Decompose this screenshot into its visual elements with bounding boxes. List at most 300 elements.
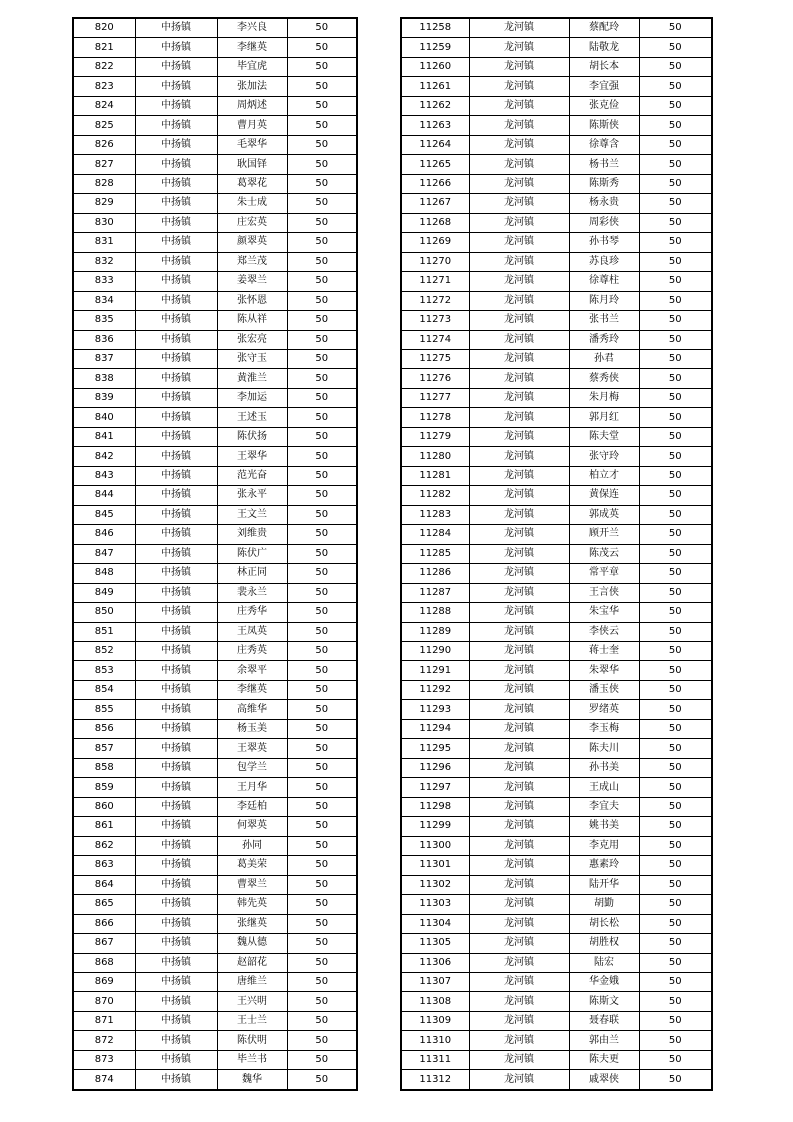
row-number-cell: 11310 [401,1031,469,1050]
town-cell: 中扬镇 [135,953,217,972]
name-cell: 孙书琴 [569,233,639,252]
name-cell: 张继英 [217,914,287,933]
town-cell: 龙河镇 [469,1050,569,1069]
row-number-cell: 11280 [401,447,469,466]
amount-cell: 50 [639,992,712,1011]
row-number-cell: 11265 [401,155,469,174]
name-cell: 李兴良 [217,18,287,38]
table-row [73,486,357,505]
row-number-cell: 864 [73,875,135,894]
town-cell: 中扬镇 [135,583,217,602]
row-number-cell: 11304 [401,914,469,933]
town-cell: 中扬镇 [135,934,217,953]
table-row [401,836,712,855]
table-row [401,700,712,719]
town-cell: 龙河镇 [469,252,569,271]
row-number-cell: 853 [73,661,135,680]
amount-cell: 50 [639,272,712,291]
table-row [401,1070,712,1090]
town-cell: 龙河镇 [469,311,569,330]
name-cell: 何翠英 [217,817,287,836]
name-cell: 庄秀英 [217,642,287,661]
row-number-cell: 836 [73,330,135,349]
town-cell: 中扬镇 [135,564,217,583]
table-row [73,369,357,388]
town-cell: 龙河镇 [469,700,569,719]
town-cell: 龙河镇 [469,544,569,563]
name-cell: 陈伏明 [217,1031,287,1050]
name-cell: 孙书美 [569,758,639,777]
town-cell: 中扬镇 [135,622,217,641]
row-number-cell: 823 [73,77,135,96]
row-number-cell: 855 [73,700,135,719]
row-number-cell: 11273 [401,311,469,330]
name-cell: 赵韶花 [217,953,287,972]
town-cell: 中扬镇 [135,466,217,485]
town-cell: 中扬镇 [135,817,217,836]
table-row [73,564,357,583]
table-row [73,408,357,427]
town-cell: 龙河镇 [469,914,569,933]
name-cell: 葛美荣 [217,856,287,875]
amount-cell: 50 [287,388,357,407]
row-number-cell: 11266 [401,174,469,193]
table-row [401,194,712,213]
name-cell: 杨永贵 [569,194,639,213]
row-number-cell: 11285 [401,544,469,563]
town-cell: 龙河镇 [469,758,569,777]
row-number-cell: 851 [73,622,135,641]
name-cell: 姚书美 [569,817,639,836]
amount-cell: 50 [287,642,357,661]
table-row [73,194,357,213]
amount-cell: 50 [639,1070,712,1090]
town-cell: 龙河镇 [469,972,569,991]
table-row [73,914,357,933]
row-number-cell: 822 [73,57,135,76]
name-cell: 柏立才 [569,466,639,485]
name-cell: 李玉梅 [569,719,639,738]
town-cell: 中扬镇 [135,914,217,933]
row-number-cell: 834 [73,291,135,310]
table-row [401,895,712,914]
name-cell: 陈月玲 [569,291,639,310]
name-cell: 范光奋 [217,466,287,485]
name-cell: 王翠英 [217,739,287,758]
row-number-cell: 11311 [401,1050,469,1069]
row-number-cell: 848 [73,564,135,583]
row-number-cell: 11303 [401,895,469,914]
name-cell: 毕宜虎 [217,57,287,76]
row-number-cell: 820 [73,18,135,38]
name-cell: 徐尊柱 [569,272,639,291]
row-number-cell: 11258 [401,18,469,38]
name-cell: 李继英 [217,680,287,699]
row-number-cell: 11297 [401,778,469,797]
town-cell: 中扬镇 [135,758,217,777]
amount-cell: 50 [287,895,357,914]
name-cell: 耿国铎 [217,155,287,174]
row-number-cell: 839 [73,388,135,407]
table-row [401,233,712,252]
town-cell: 龙河镇 [469,388,569,407]
row-number-cell: 11282 [401,486,469,505]
town-cell: 中扬镇 [135,739,217,758]
row-number-cell: 821 [73,38,135,57]
town-cell: 中扬镇 [135,388,217,407]
town-cell: 龙河镇 [469,505,569,524]
name-cell: 张宏亮 [217,330,287,349]
town-cell: 龙河镇 [469,642,569,661]
table-row [401,135,712,154]
town-cell: 龙河镇 [469,622,569,641]
row-number-cell: 872 [73,1031,135,1050]
name-cell: 蔡秀侠 [569,369,639,388]
town-cell: 龙河镇 [469,1070,569,1090]
amount-cell: 50 [287,856,357,875]
town-cell: 中扬镇 [135,972,217,991]
town-cell: 中扬镇 [135,116,217,135]
table-row [73,116,357,135]
row-number-cell: 859 [73,778,135,797]
amount-cell: 50 [639,155,712,174]
table-row [73,934,357,953]
name-cell: 庄秀华 [217,603,287,622]
amount-cell: 50 [639,505,712,524]
table-row [401,388,712,407]
table-row [401,603,712,622]
name-cell: 陈茂云 [569,544,639,563]
town-cell: 龙河镇 [469,57,569,76]
town-cell: 龙河镇 [469,486,569,505]
row-number-cell: 830 [73,213,135,232]
amount-cell: 50 [287,1050,357,1069]
table-row [401,1050,712,1069]
name-cell: 李宜夫 [569,797,639,816]
row-number-cell: 11293 [401,700,469,719]
amount-cell: 50 [287,739,357,758]
name-cell: 颜翠英 [217,233,287,252]
table-row [401,349,712,368]
name-cell: 曹翠兰 [217,875,287,894]
table-row [73,1050,357,1069]
table-row [401,934,712,953]
row-number-cell: 868 [73,953,135,972]
name-cell: 顾开兰 [569,525,639,544]
table-row [73,680,357,699]
name-cell: 王士兰 [217,1011,287,1030]
name-cell: 唐维兰 [217,972,287,991]
row-number-cell: 11290 [401,642,469,661]
row-number-cell: 850 [73,603,135,622]
row-number-cell: 11307 [401,972,469,991]
table-row [401,817,712,836]
town-cell: 中扬镇 [135,1011,217,1030]
name-cell: 苏良珍 [569,252,639,271]
name-cell: 毕兰书 [217,1050,287,1069]
table-row [401,252,712,271]
table-row [73,895,357,914]
amount-cell: 50 [287,525,357,544]
row-number-cell: 854 [73,680,135,699]
row-number-cell: 833 [73,272,135,291]
amount-cell: 50 [639,603,712,622]
table-row [401,38,712,57]
table-row [73,96,357,115]
town-cell: 中扬镇 [135,427,217,446]
amount-cell: 50 [639,544,712,563]
row-number-cell: 11298 [401,797,469,816]
table-row [73,661,357,680]
town-cell: 中扬镇 [135,642,217,661]
row-number-cell: 865 [73,895,135,914]
table-row [73,233,357,252]
row-number-cell: 11300 [401,836,469,855]
table-row [73,505,357,524]
amount-cell: 50 [287,466,357,485]
table-row [401,213,712,232]
amount-cell: 50 [639,38,712,57]
table-row [73,992,357,1011]
table-row [401,642,712,661]
row-number-cell: 843 [73,466,135,485]
town-cell: 龙河镇 [469,992,569,1011]
row-number-cell: 862 [73,836,135,855]
amount-cell: 50 [639,758,712,777]
amount-cell: 50 [639,408,712,427]
row-number-cell: 11267 [401,194,469,213]
name-cell: 郭月红 [569,408,639,427]
row-number-cell: 11281 [401,466,469,485]
name-cell: 王言侠 [569,583,639,602]
amount-cell: 50 [639,447,712,466]
row-number-cell: 11271 [401,272,469,291]
amount-cell: 50 [287,311,357,330]
table-row [73,77,357,96]
name-cell: 潘玉侠 [569,680,639,699]
row-number-cell: 840 [73,408,135,427]
amount-cell: 50 [287,934,357,953]
amount-cell: 50 [639,291,712,310]
row-number-cell: 11296 [401,758,469,777]
town-cell: 龙河镇 [469,194,569,213]
row-number-cell: 11262 [401,96,469,115]
row-number-cell: 845 [73,505,135,524]
town-cell: 中扬镇 [135,661,217,680]
table-row [401,311,712,330]
amount-cell: 50 [639,719,712,738]
table-row [73,213,357,232]
amount-cell: 50 [639,486,712,505]
name-cell: 郭由兰 [569,1031,639,1050]
amount-cell: 50 [639,135,712,154]
name-cell: 高维华 [217,700,287,719]
table-row [401,680,712,699]
name-cell: 胡胜权 [569,934,639,953]
row-number-cell: 828 [73,174,135,193]
town-cell: 中扬镇 [135,486,217,505]
town-cell: 中扬镇 [135,1050,217,1069]
table-row [73,583,357,602]
row-number-cell: 11283 [401,505,469,524]
town-cell: 龙河镇 [469,116,569,135]
amount-cell: 50 [287,992,357,1011]
amount-cell: 50 [287,603,357,622]
table-row [401,505,712,524]
row-number-cell: 11308 [401,992,469,1011]
amount-cell: 50 [287,583,357,602]
amount-cell: 50 [639,817,712,836]
amount-cell: 50 [639,77,712,96]
amount-cell: 50 [287,797,357,816]
town-cell: 中扬镇 [135,291,217,310]
amount-cell: 50 [639,972,712,991]
name-cell: 罗绪英 [569,700,639,719]
row-number-cell: 11261 [401,77,469,96]
town-cell: 龙河镇 [469,447,569,466]
table-row [73,1070,357,1090]
row-number-cell: 871 [73,1011,135,1030]
amount-cell: 50 [287,914,357,933]
town-cell: 中扬镇 [135,603,217,622]
town-cell: 中扬镇 [135,38,217,57]
town-cell: 中扬镇 [135,1031,217,1050]
name-cell: 杨玉美 [217,719,287,738]
name-cell: 曹月英 [217,116,287,135]
name-cell: 朱月梅 [569,388,639,407]
amount-cell: 50 [287,38,357,57]
amount-cell: 50 [639,836,712,855]
name-cell: 胡勤 [569,895,639,914]
town-cell: 中扬镇 [135,18,217,38]
town-cell: 龙河镇 [469,349,569,368]
town-cell: 龙河镇 [469,96,569,115]
table-row [73,875,357,894]
row-number-cell: 866 [73,914,135,933]
town-cell: 龙河镇 [469,719,569,738]
name-cell: 裴永兰 [217,583,287,602]
town-cell: 龙河镇 [469,583,569,602]
name-cell: 陈夫堂 [569,427,639,446]
name-cell: 王月华 [217,778,287,797]
amount-cell: 50 [639,388,712,407]
table-row [401,1011,712,1030]
table-row [73,856,357,875]
town-cell: 龙河镇 [469,661,569,680]
amount-cell: 50 [287,447,357,466]
name-cell: 陆敬龙 [569,38,639,57]
name-cell: 张加法 [217,77,287,96]
table-row [401,1031,712,1050]
town-cell: 中扬镇 [135,544,217,563]
row-number-cell: 857 [73,739,135,758]
amount-cell: 50 [639,856,712,875]
town-cell: 中扬镇 [135,447,217,466]
table-row [401,719,712,738]
table-row [401,564,712,583]
row-number-cell: 829 [73,194,135,213]
town-cell: 中扬镇 [135,96,217,115]
town-cell: 中扬镇 [135,895,217,914]
amount-cell: 50 [639,330,712,349]
name-cell: 张守玲 [569,447,639,466]
name-cell: 郑兰茂 [217,252,287,271]
table-row [401,369,712,388]
amount-cell: 50 [639,642,712,661]
row-number-cell: 11306 [401,953,469,972]
amount-cell: 50 [639,661,712,680]
amount-cell: 50 [287,817,357,836]
table-row [73,38,357,57]
row-number-cell: 11278 [401,408,469,427]
table-row [73,1031,357,1050]
town-cell: 中扬镇 [135,778,217,797]
table-row [401,155,712,174]
town-cell: 龙河镇 [469,1031,569,1050]
town-cell: 中扬镇 [135,408,217,427]
amount-cell: 50 [639,116,712,135]
amount-cell: 50 [639,797,712,816]
table-row [73,972,357,991]
town-cell: 龙河镇 [469,38,569,57]
row-number-cell: 838 [73,369,135,388]
town-cell: 龙河镇 [469,739,569,758]
amount-cell: 50 [287,1070,357,1090]
name-cell: 陈斯文 [569,992,639,1011]
name-cell: 黄淮兰 [217,369,287,388]
name-cell: 蒋士奎 [569,642,639,661]
amount-cell: 50 [287,96,357,115]
name-cell: 包学兰 [217,758,287,777]
amount-cell: 50 [639,622,712,641]
town-cell: 中扬镇 [135,856,217,875]
row-number-cell: 11287 [401,583,469,602]
amount-cell: 50 [639,914,712,933]
amount-cell: 50 [639,953,712,972]
amount-cell: 50 [287,349,357,368]
town-cell: 中扬镇 [135,252,217,271]
table-row [73,466,357,485]
town-cell: 中扬镇 [135,349,217,368]
town-cell: 龙河镇 [469,18,569,38]
name-cell: 韩先英 [217,895,287,914]
name-cell: 陈斯侠 [569,116,639,135]
amount-cell: 50 [639,1011,712,1030]
table-row [401,583,712,602]
row-number-cell: 861 [73,817,135,836]
amount-cell: 50 [639,680,712,699]
table-row [401,797,712,816]
amount-cell: 50 [639,233,712,252]
town-cell: 中扬镇 [135,700,217,719]
table-row [73,388,357,407]
town-cell: 龙河镇 [469,1011,569,1030]
name-cell: 常平章 [569,564,639,583]
table-row [73,18,357,38]
row-number-cell: 841 [73,427,135,446]
amount-cell: 50 [639,895,712,914]
row-number-cell: 852 [73,642,135,661]
town-cell: 龙河镇 [469,895,569,914]
table-row [73,603,357,622]
row-number-cell: 11263 [401,116,469,135]
town-cell: 中扬镇 [135,57,217,76]
name-cell: 朱士成 [217,194,287,213]
amount-cell: 50 [287,564,357,583]
row-number-cell: 874 [73,1070,135,1090]
town-cell: 中扬镇 [135,77,217,96]
amount-cell: 50 [639,700,712,719]
